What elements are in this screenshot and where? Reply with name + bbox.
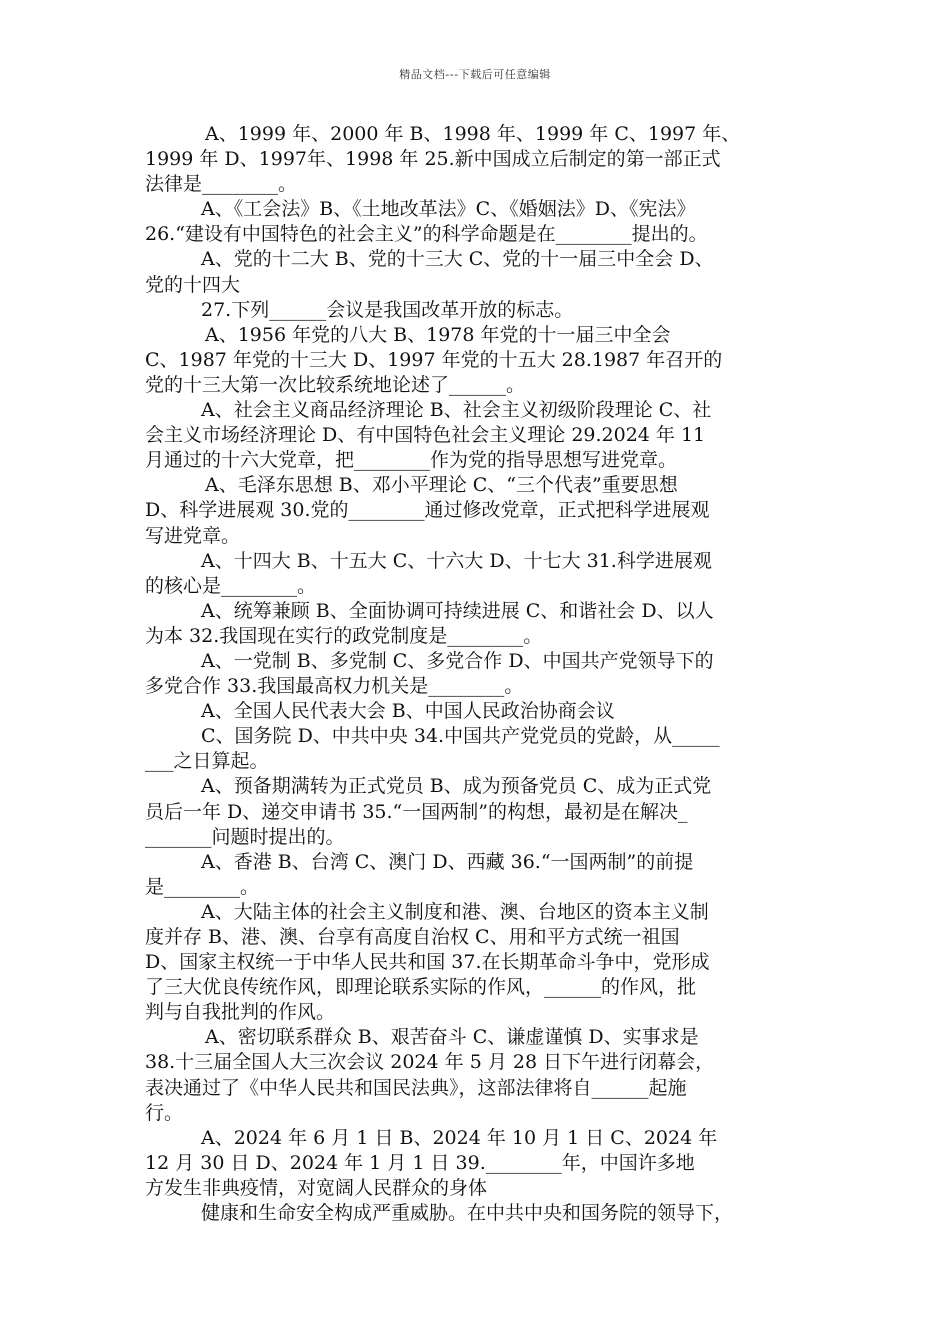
text-line: A、一党制 B、多党制 C、多党合作 D、中国共产党领导下的 xyxy=(201,649,714,672)
text-line: A、密切联系群众 B、艰苦奋斗 C、谦虚谨慎 D、实事求是 xyxy=(205,1026,699,1049)
text-line: 员后一年 D、递交申请书 35.“一国两制”的构想，最初是在解决_ xyxy=(145,800,688,823)
text-line: 党的十三大第一次比较系统地论述了______。 xyxy=(145,373,526,396)
text-line: 度并存 B、港、澳、台享有高度自治权 C、用和平方式统一祖国 xyxy=(145,926,680,948)
text-line: ___之日算起。 xyxy=(145,750,269,773)
text-line: A、2024 年 6 月 1 日 B、2024 年 10 月 1 日 C、2024 年 xyxy=(201,1126,718,1149)
text-line: A、全国人民代表大会 B、中国人民政治协商会议 xyxy=(201,700,615,723)
text-line: A、香港 B、台湾 C、澳门 D、西藏 36.“一国两制”的前提 xyxy=(201,850,694,873)
text-line: A、十四大 B、十五大 C、十六大 D、十七大 31.科学进展观 xyxy=(201,549,712,572)
text-line: 会主义市场经济理论 D、有中国特色社会主义理论 29.2024 年 11 xyxy=(145,424,706,447)
text-line: A、1956 年党的八大 B、1978 年党的十一届三中全会 xyxy=(205,323,671,346)
text-line: A、社会主义商品经济理论 B、社会主义初级阶段理论 C、社 xyxy=(201,399,712,422)
document-body xyxy=(145,122,810,1226)
text-line: 多党合作 33.我国最高权力机关是________。 xyxy=(145,675,524,698)
text-line: 是________。 xyxy=(145,875,260,898)
text-line: 法律是________。 xyxy=(145,173,298,196)
text-line: 38.十三届全国人大三次会议 2024 年 5 月 28 日下午进行闭幕会， xyxy=(145,1051,715,1074)
text-line: D、科学进展观 30.党的________通过修改党章，正式把科学进展观 xyxy=(145,499,710,522)
text-line: C、1987 年党的十三大 D、1997 年党的十五大 28.1987 年召开的 xyxy=(145,348,723,371)
text-line: 表决通过了《中华人民共和国民法典》，这部法律将自______起施 xyxy=(145,1076,687,1099)
text-line: C、国务院 D、中共中央 34.中国共产党党员的党龄，从_____ xyxy=(201,725,720,748)
text-line: A、党的十二大 B、党的十三大 C、党的十一届三中全会 D、 xyxy=(201,248,714,271)
text-line: 12 月 30 日 D、2024 年 1 月 1 日 39.________年，中国许多地 xyxy=(145,1151,695,1174)
text-line: _______问题时提出的。 xyxy=(145,825,345,848)
page-header: 精品文档---下载后可任意编辑 xyxy=(399,68,551,81)
text-line: A、统筹兼顾 B、全面协调可持续进展 C、和谐社会 D、以人 xyxy=(201,599,714,622)
text-line: 党的十四大 xyxy=(145,273,241,296)
text-line: A、大陆主体的社会主义制度和港、澳、台地区的资本主义制 xyxy=(201,900,709,923)
text-line: 27.下列______会议是我国改革开放的标志。 xyxy=(201,298,574,321)
text-line: 健康和生命安全构成严重威胁。在中共中央和国务院的领导下， xyxy=(201,1202,734,1225)
text-line: 月通过的十六大党章，把________作为党的指导思想写进党章。 xyxy=(145,449,678,472)
text-line: 为本 32.我国现在实行的政党制度是________。 xyxy=(145,624,543,647)
text-line: 26.“建设有中国特色的社会主义”的科学命题是在________提出的。 xyxy=(145,223,708,246)
text-line: 1999 年 D、1997年、1998 年 25.新中国成立后制定的第一部正式 xyxy=(145,148,721,171)
text-line: 方发生非典疫情，对宽阔人民群众的身体 xyxy=(145,1176,488,1199)
text-line: D、国家主权统一于中华人民共和国 37.在长期革命斗争中，党形成 xyxy=(145,951,710,974)
text-line: 的核心是________。 xyxy=(145,574,317,597)
text-line: 了三大优良传统作风，即理论联系实际的作风，______的作风，批 xyxy=(145,976,697,999)
text-line: 写进党章。 xyxy=(145,524,241,547)
text-line: 行。 xyxy=(145,1101,184,1124)
text-line: 判与自我批判的作风。 xyxy=(145,1001,336,1024)
text-line: A、预备期满转为正式党员 B、成为预备党员 C、成为正式党 xyxy=(201,775,712,798)
text-line: A、1999 年、2000 年 B、1998 年、1999 年 C、1997 年、 xyxy=(205,123,741,145)
text-line: A、《工会法》B、《土地改革法》C、《婚姻法》D、《宪法》 xyxy=(201,198,696,221)
text-line: A、毛泽东思想 B、邓小平理论 C、“三个代表”重要思想 xyxy=(205,474,678,497)
